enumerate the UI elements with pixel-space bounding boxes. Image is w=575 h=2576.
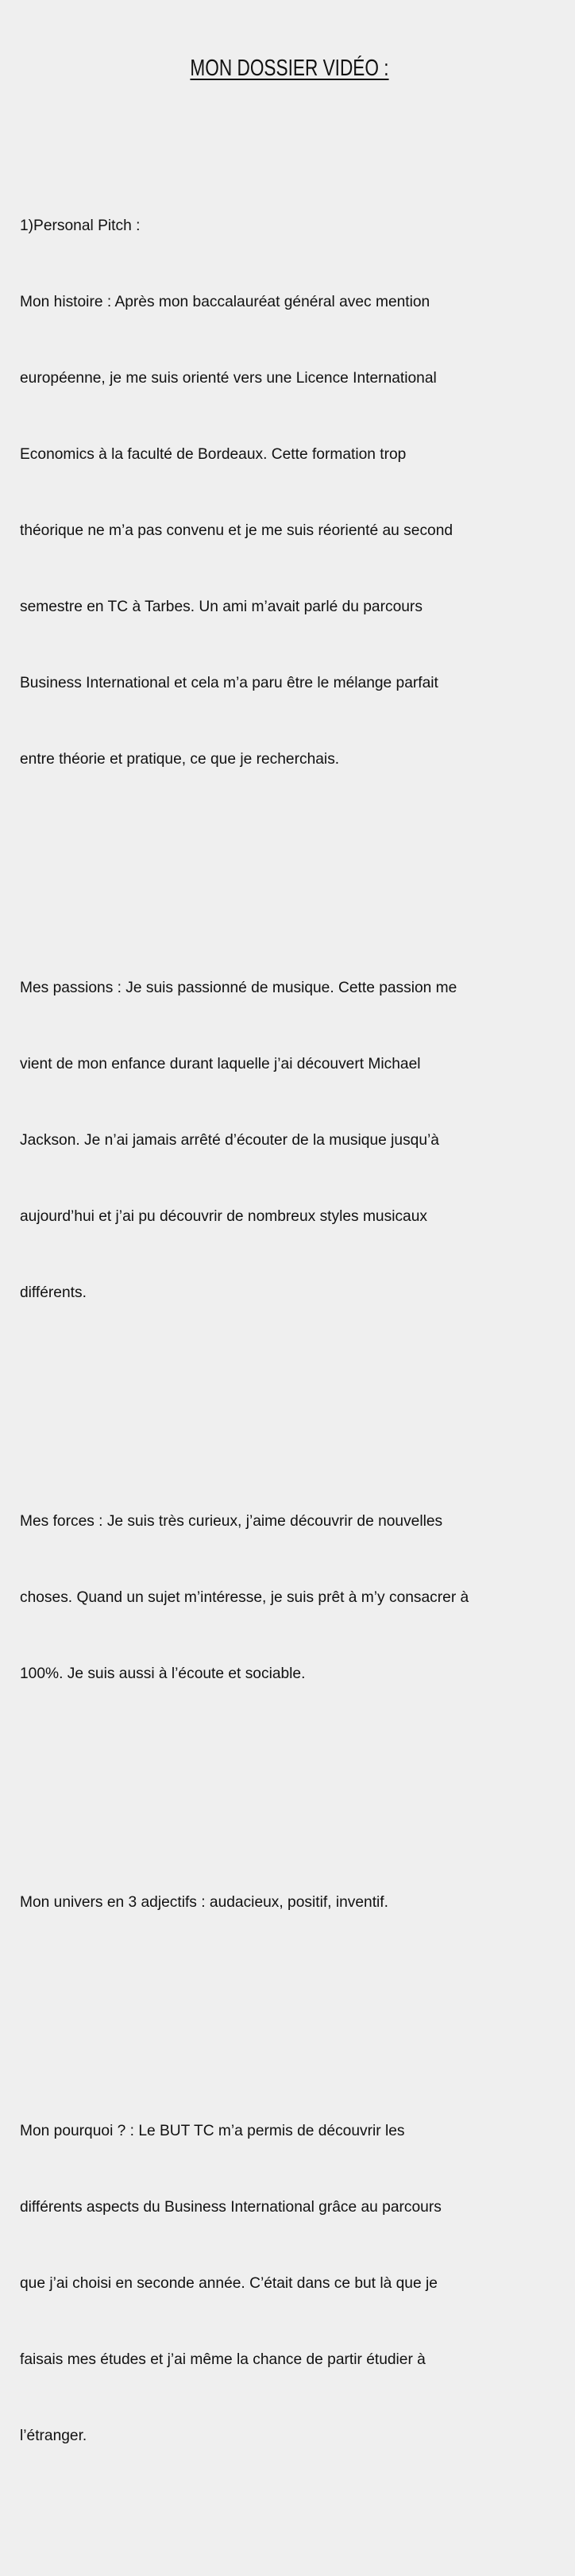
text-line: entre théorie et pratique, ce que je recherchais. (20, 751, 340, 768)
document-title-text: MON DOSSIER VIDÉO : (190, 56, 389, 81)
text-line: différents aspects du Business International grâce au parcours (20, 2199, 442, 2216)
text-line: Mes forces : Je suis très curieux, j’aime découvrir de nouvelles (20, 1513, 443, 1530)
text-line: européenne, je me suis orienté vers une Licence International (20, 370, 437, 387)
paragraph-pourquoi (20, 2068, 559, 2500)
text-line: choses. Quand un sujet m’intéresse, je suis prêt à m’y consacrer à (20, 1589, 469, 1606)
text-line: différents. (20, 1284, 87, 1301)
text-line: Mon univers en 3 adjectifs : audacieux, positif, inventif. (20, 1894, 388, 1911)
text-line: Mes passions : Je suis passionné de musique. Cette passion me (20, 980, 457, 996)
text-line: Jackson. Je n’ai jamais arrêté d’écouter de la musique jusqu’à (20, 1132, 439, 1149)
paragraph-univers (20, 1839, 559, 1966)
document-title (79, 56, 500, 82)
paragraph-forces (20, 1458, 559, 1738)
text-line: vient de mon enfance durant laquelle j’ai découvert Michael (20, 1056, 421, 1072)
text-line: 100%. Je suis aussi à l’écoute et sociable. (20, 1665, 306, 1682)
text-line: aujourd’hui et j’ai pu découvrir de nombreux styles musicaux (20, 1208, 427, 1225)
text-line: l’étranger. (20, 2428, 87, 2444)
text-line: 1)Personal Pitch : (20, 218, 141, 234)
text-line: Mon pourquoi ? : Le BUT TC m’a permis de découvrir les (20, 2123, 405, 2139)
text-line: semestre en TC à Tarbes. Un ami m’avait parlé du parcours (20, 599, 423, 615)
text-line: Business International et cela m’a paru être le mélange parfait (20, 675, 438, 691)
paragraph-personal-pitch (20, 163, 559, 823)
text-line: Economics à la faculté de Bordeaux. Cette formation trop (20, 446, 407, 463)
text-line: Mon histoire : Après mon baccalauréat général avec mention (20, 294, 430, 310)
text-line: que j’ai choisi en seconde année. C’était dans ce but là que je (20, 2275, 438, 2292)
paragraph-passions (20, 925, 559, 1357)
document-body (20, 112, 559, 2576)
text-line: théorique ne m’a pas convenu et je me suis réorienté au second (20, 522, 453, 539)
text-line: faisais mes études et j’ai même la chance de partir étudier à (20, 2351, 426, 2368)
